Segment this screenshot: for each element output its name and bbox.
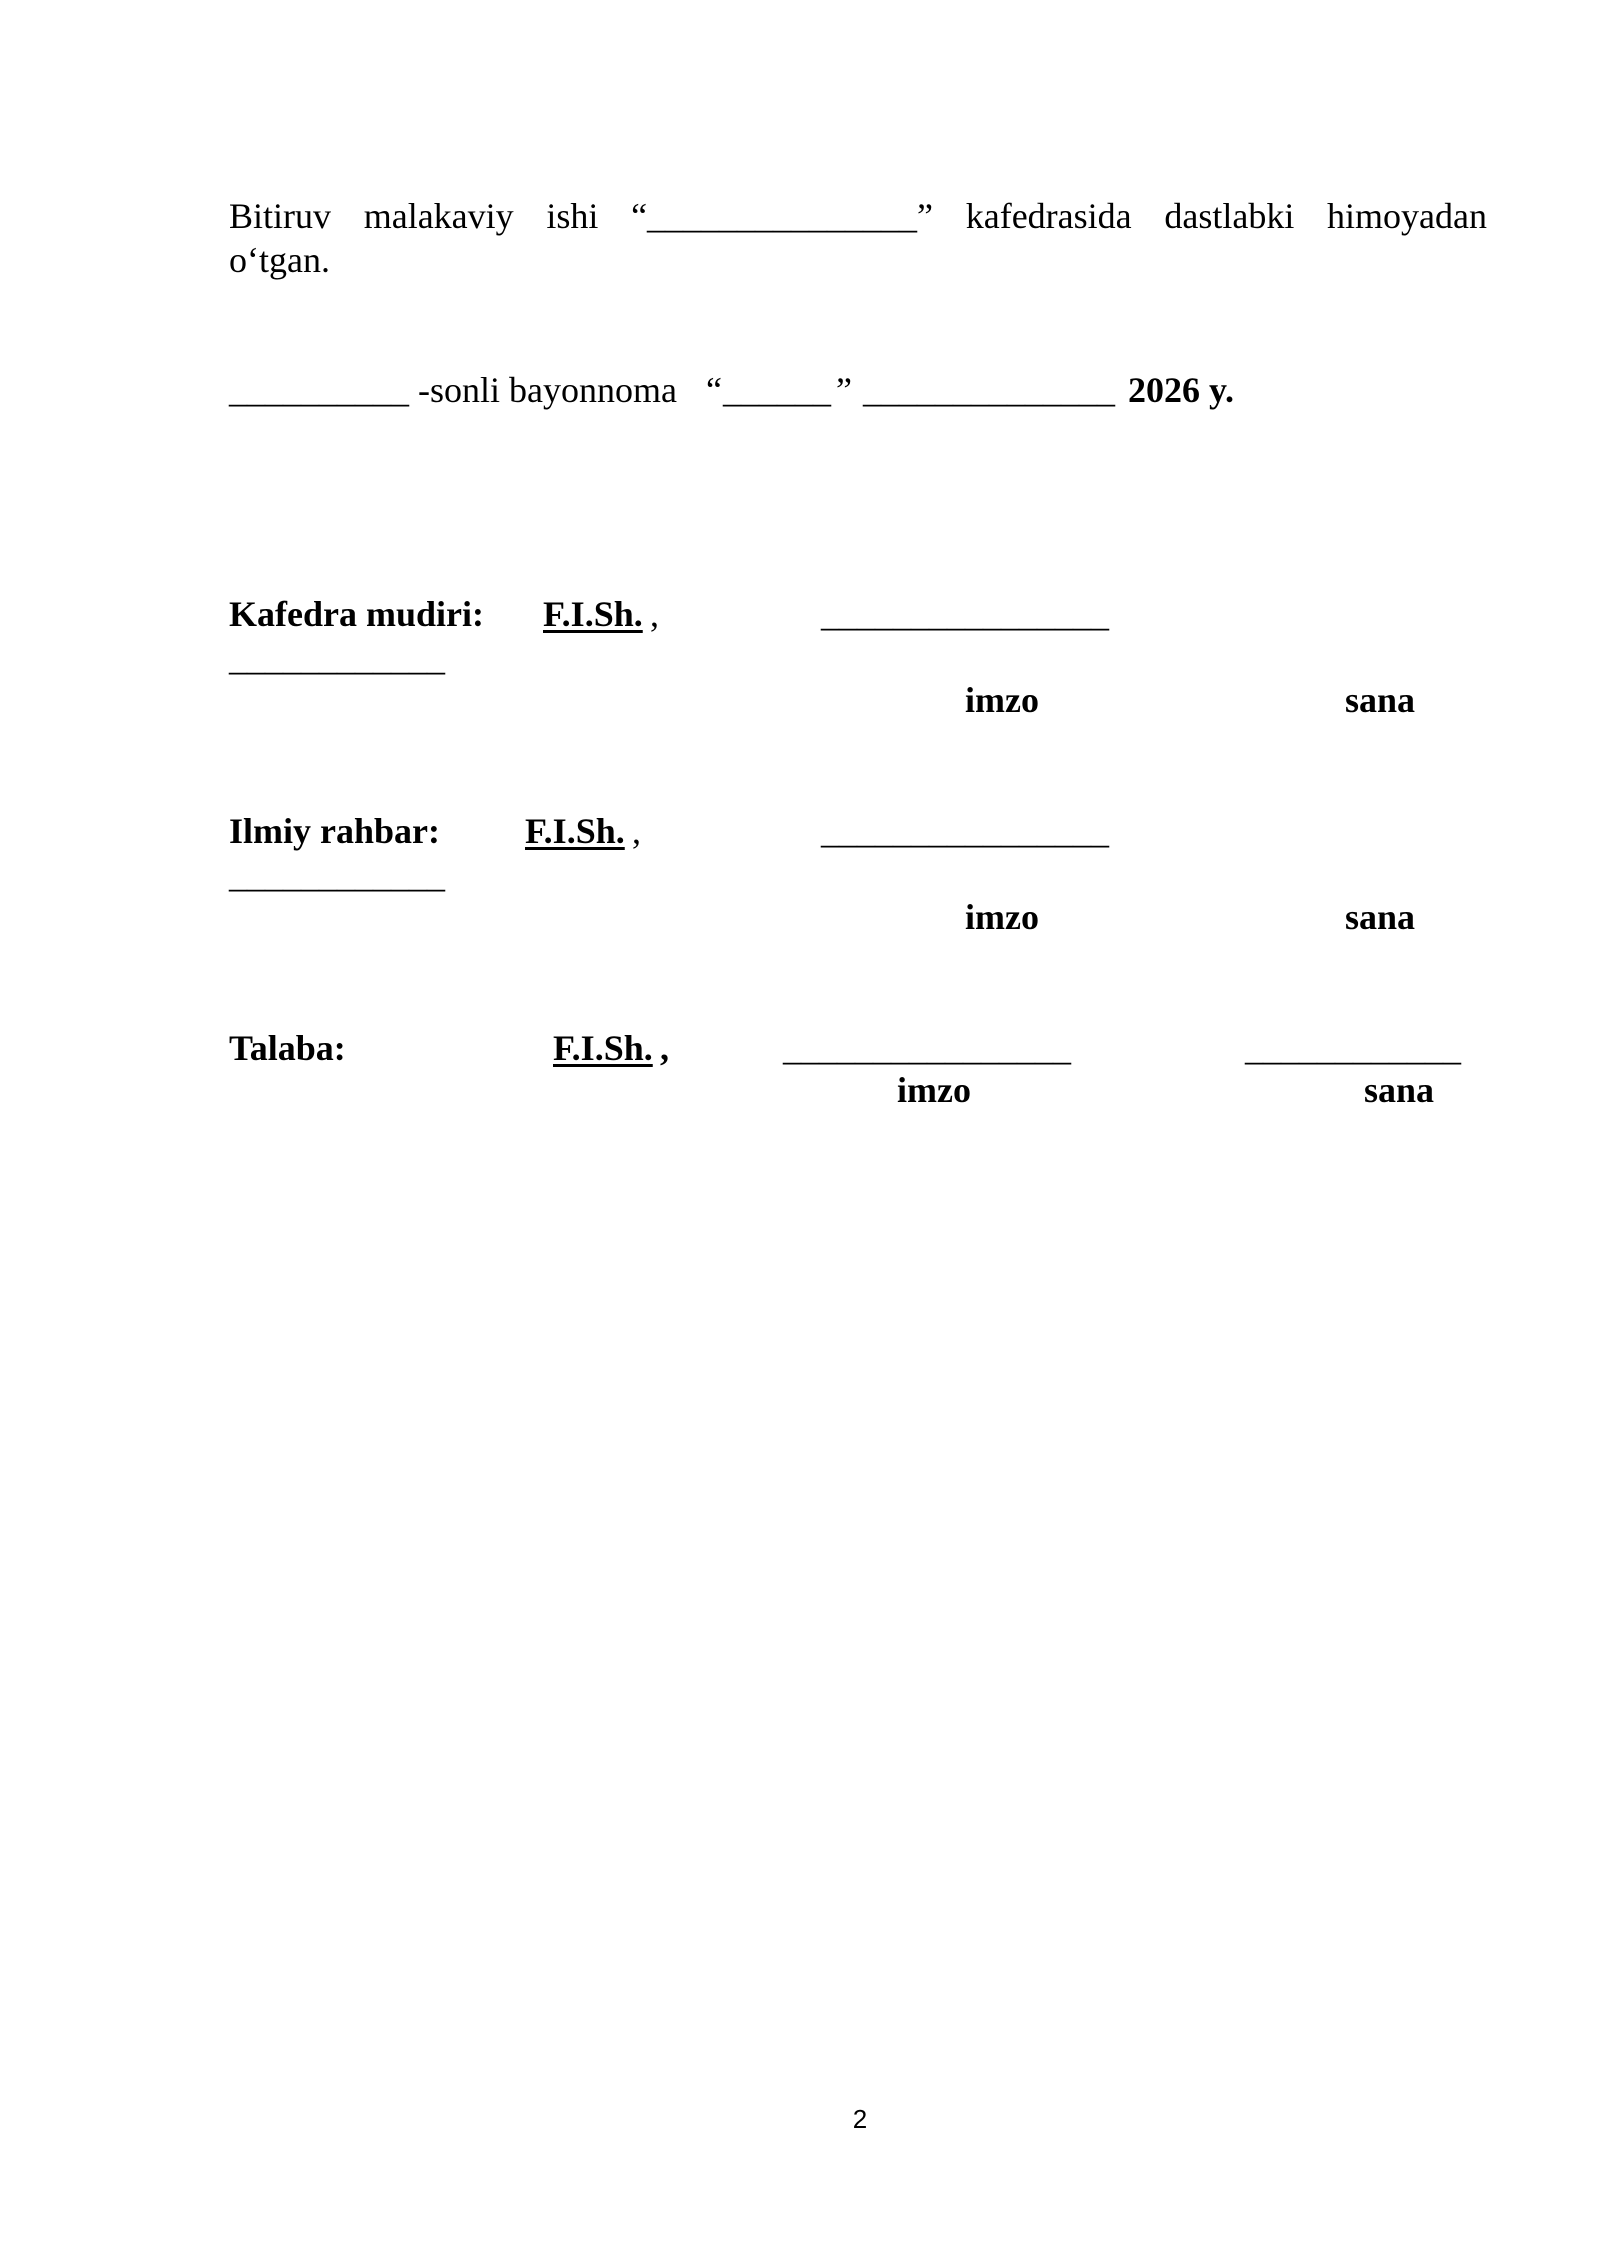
ilmiy-rahbar-sana-blank[interactable]: ____________ xyxy=(229,855,445,895)
kafedra-mudiri-sana-blank[interactable]: ____________ xyxy=(229,638,445,678)
kafedra-mudiri-name: F.I.Sh. xyxy=(543,594,643,634)
ilmiy-rahbar-imzo-blank[interactable]: ________________ xyxy=(821,811,1109,851)
talaba-label: Talaba: xyxy=(229,1028,346,1068)
kafedra-mudiri-imzo-caption: imzo xyxy=(965,680,1039,720)
ilmiy-rahbar-name: F.I.Sh. xyxy=(525,811,625,851)
protocol-day-blank[interactable]: ______ xyxy=(723,370,831,410)
protocol-month-blank[interactable]: ______________ xyxy=(863,370,1115,410)
talaba-imzo-blank[interactable]: ________________ xyxy=(783,1028,1071,1068)
ilmiy-rahbar-label: Ilmiy rahbar: xyxy=(229,811,440,851)
kafedra-mudiri-sana-caption: sana xyxy=(1345,680,1416,720)
protocol-year: 2026 y. xyxy=(1128,370,1235,410)
open-quote: “ xyxy=(706,370,722,410)
kafedra-mudiri-comma: , xyxy=(650,594,659,634)
ilmiy-rahbar-comma: , xyxy=(632,811,641,851)
talaba-name: F.I.Sh. xyxy=(553,1028,653,1068)
close-quote: ” xyxy=(836,370,852,410)
talaba-sana-blank[interactable]: ____________ xyxy=(1245,1028,1461,1068)
ilmiy-rahbar-sana-caption: sana xyxy=(1345,897,1416,937)
page-number: 2 xyxy=(852,2104,868,2134)
talaba-comma: , xyxy=(660,1028,669,1068)
talaba-imzo-caption: imzo xyxy=(897,1070,971,1110)
intro-line-2: o‘tgan. xyxy=(229,240,330,280)
protocol-number-blank[interactable]: __________ xyxy=(229,370,409,410)
protocol-label: -sonli bayonnoma xyxy=(418,370,677,410)
ilmiy-rahbar-imzo-caption: imzo xyxy=(965,897,1039,937)
kafedra-mudiri-label: Kafedra mudiri: xyxy=(229,594,484,634)
intro-line-1: Bitiruv malakaviy ishi “_______________” kafedrasida dastlabki himoyadan xyxy=(229,196,1487,236)
talaba-sana-caption: sana xyxy=(1364,1070,1435,1110)
kafedra-mudiri-imzo-blank[interactable]: ________________ xyxy=(821,594,1109,634)
